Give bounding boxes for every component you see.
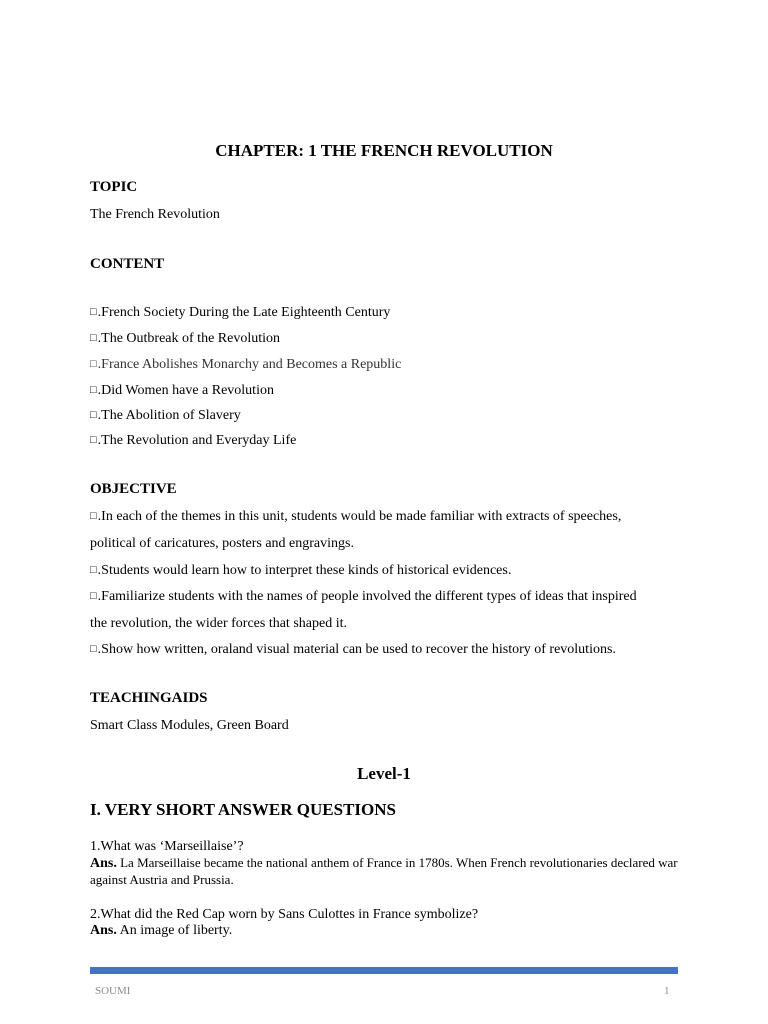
content-item: □.The Abolition of Slavery <box>90 408 241 423</box>
content-item: □.French Society During the Late Eighteenth Century <box>90 305 391 320</box>
question-1: 1.What was ‘Marseillaise’? <box>90 839 244 854</box>
content-item: □.The Revolution and Everyday Life <box>90 433 297 448</box>
checkbox-bullet-icon: □ <box>90 409 97 421</box>
answer-2: Ans. An image of liberty. <box>90 923 233 938</box>
objective-line: □.Students would learn how to interpret these kinds of historical evidences. <box>90 563 512 578</box>
topic-heading: TOPIC <box>90 179 138 195</box>
page-title: CHAPTER: 1 THE FRENCH REVOLUTION <box>215 141 553 160</box>
objective-line: political of caricatures, posters and engravings. <box>90 536 354 551</box>
checkbox-bullet-icon: □ <box>90 384 97 396</box>
teaching-aids-text: Smart Class Modules, Green Board <box>90 718 289 733</box>
objective-line: □.Familiarize students with the names of people involved the different types of ideas that inspired <box>90 589 637 604</box>
checkbox-bullet-icon: □ <box>90 510 97 522</box>
objective-line: the revolution, the wider forces that shaped it. <box>90 616 347 631</box>
objective-line: □.In each of the themes in this unit, students would be made familiar with extracts of speeches, <box>90 509 622 524</box>
footer-divider <box>90 967 678 974</box>
page-number: 1 <box>664 985 670 997</box>
teaching-aids-heading: TEACHINGAIDS <box>90 690 208 706</box>
objective-line: □.Show how written, oraland visual material can be used to recover the history of revolutions. <box>90 642 616 657</box>
footer-author: SOUMI <box>95 985 131 997</box>
content-item: □.Did Women have a Revolution <box>90 383 274 398</box>
content-heading: CONTENT <box>90 256 165 272</box>
topic-text: The French Revolution <box>90 207 220 222</box>
checkbox-bullet-icon: □ <box>90 434 97 446</box>
question-2: 2.What did the Red Cap worn by Sans Culottes in France symbolize? <box>90 907 479 922</box>
level-heading: Level-1 <box>357 764 411 783</box>
section-title: I. VERY SHORT ANSWER QUESTIONS <box>90 800 396 819</box>
checkbox-bullet-icon: □ <box>90 332 97 344</box>
answer-1: Ans. La Marseillaise became the national anthem of France in 1780s. When French revolutionaries declared war against Austria and Prussia. <box>90 855 678 887</box>
checkbox-bullet-icon: □ <box>90 358 97 370</box>
objective-heading: OBJECTIVE <box>90 481 177 497</box>
checkbox-bullet-icon: □ <box>90 643 97 655</box>
content-item: □.The Outbreak of the Revolution <box>90 331 280 346</box>
checkbox-bullet-icon: □ <box>90 306 97 318</box>
checkbox-bullet-icon: □ <box>90 590 97 602</box>
checkbox-bullet-icon: □ <box>90 564 97 576</box>
content-item: □.France Abolishes Monarchy and Becomes a Republic <box>90 357 402 372</box>
